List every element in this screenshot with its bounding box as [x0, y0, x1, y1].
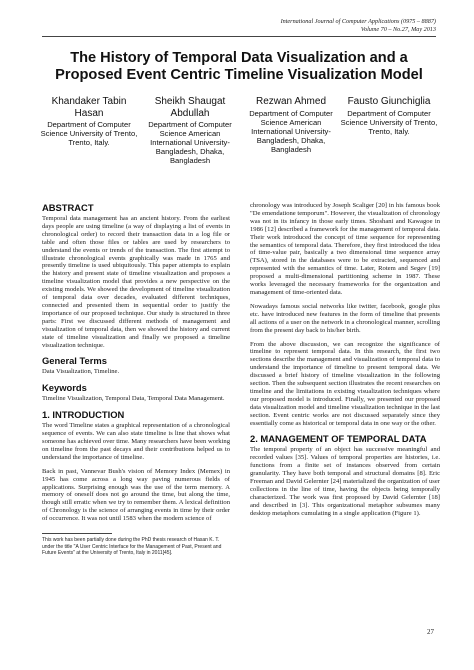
author-block [242, 96, 340, 165]
author-block [340, 96, 438, 165]
footnote-divider [42, 533, 112, 534]
general-terms-text: Data Visualization, Timeline. [42, 368, 120, 376]
journal-volume: Volume 70 – No.27, May 2013 [360, 26, 436, 33]
page-number: 27 [427, 628, 434, 636]
introduction-paragraph: Back in past, Vannevar Bush's vision of Memory Index (Memex) in 1945 has come across a long way paving numerous fields of applications. Surprising enough was the use of the term memory. A memory of oneself does not go around the time, but along the time, though still erratic when we try to remember them. A lexical definition of Chronology is the science of arranging events in time by their order of occurrence. It was not until 1583 when the modern science of [42, 467, 230, 523]
body-paragraph: Nowadays famous social networks like twitter, facebook, google plus etc. have introduced new features in the form of timeline that presents all actions of a user on the network in a chronological manner, scrolling from the present day back to his/her birth. [250, 302, 440, 334]
paper-title: The History of Temporal Data Visualization and a Proposed Event Centric Timeline Visualization Model [55, 50, 423, 83]
header-divider [42, 36, 436, 37]
footnote: This work has been partially done during the PhD thesis research of Hasan K. T. under the title "A User Centric Interface for the Management of Past, Present and Future Events" at the University of Trento, Italy in 2011[45]. [42, 537, 222, 556]
author-name: Rezwan Ahmed [255, 96, 327, 107]
author-affiliation: Department of Computer Science University of Trento, Trento, Italy. [40, 120, 138, 147]
body-paragraph: From the above discussion, we can recognize the significance of timeline to represent temporal data. In this research, the first two sections describe the management and visualization of temporal data to understand the importance of timeline to present temporal data. We discussed a brief history of timeline visualization in the following section. Then the subsequent section illustrates the recent researches on timeline and the limitations in existing visualization techniques where our proposed model is introduced. Finally, we presented our proposed data visualization model and timeline visualization technique in the last section. Event centric works are not discussed separately since they essentially come as historical or temporal data in one way or the other. [250, 340, 440, 427]
right-column [250, 202, 440, 524]
body-paragraph: The temporal property of an object has successive meaningful and recorded values [35]. Values of temporal properties are histories, i.e. functions from a finite set of instances observed from certain granularity. They have both temporal and structural domains [8]. Eric Freeman and David Gelernter [24] materialized the organization of user collections in the line of time, having the objects being temporally characterized. The work was first proposed by David Gelernter [18] and described in [3]. This organizational metaphor subsumes many desktop metaphors cumulating in a single application (Figure 1). [250, 446, 440, 517]
journal-citation: International Journal of Computer Applications (0975 – 8887) [280, 18, 436, 25]
author-block [40, 96, 138, 165]
author-affiliation: Department of Computer Science University of Trento, Trento, Italy. [340, 108, 438, 136]
abstract-heading: ABSTRACT [42, 202, 94, 213]
keywords-heading: Keywords [42, 382, 87, 394]
author-affiliation: Department of Computer Science American International University-Bangladesh, Dhaka, Bangladesh [249, 108, 333, 154]
author-name: Fausto Giunchiglia [347, 96, 431, 107]
author-affiliation: Department of Computer Science American International University-Bangladesh, Dhaka, Bangladesh [148, 120, 232, 165]
author-list [40, 96, 438, 165]
journal-header [176, 18, 436, 34]
management-heading: 2. MANAGEMENT OF TEMPORAL DATA [250, 433, 427, 445]
body-paragraph: chronology was introduced by Joseph Scaliger [20] in his famous book "De emendatione temporum". However, the visualization of chronology was not in its infancy in those early times. Shoshani and Kawagoe in 1986 [12] described a framework for the management of temporal data. Their work introduced the concept of time sequence for representing the semantics of temporal data. Therefore, they first introduced the idea of time-value pair, basically a two dimensional time sequence array (TSA), stored in the databases were to be extracted, sequenced and represented with the semantics of time. Later, Rotem and Segev [19] proposed a multi-dimensional partitioning scheme in 1987. These works leveraged the necessary frameworks for the organization and management of time-oriented data. [250, 202, 440, 296]
introduction-paragraph: The word Timeline states a graphical representation of a chronological sequence of events. We can also state timeline is line that shows what someone has achieved over time. Many researchers have been working on timeline from the past decays and their contributions helped us to understand the importance of timeline. [42, 422, 230, 461]
introduction-heading: 1. INTRODUCTION [42, 409, 125, 421]
keywords-text: Timeline Visualization, Temporal Data, Temporal Data Management. [42, 395, 225, 403]
left-column [42, 202, 230, 556]
author-name: Sheikh Shaugat Abdullah [154, 96, 226, 119]
abstract-text: Temporal data management has an ancient history. From the earliest days people are using timeline (a way of displaying a list of events in chronological order) to record their transaction data in a log file or table and often those files or tables are used by researchers to understand the events or trends of the transaction. The first attempt to illustrate chronological events graphically was made in 1765 and presently timeline is used ubiquitously. This paper attempts to explain the history and present state of timeline visualization and proposes a timeline visualization model that provides a new perspective on the existing models. We showed the development of timeline visualization of temporal data over decades, evaluated different techniques, connected and presented them in sequential order to justify the importance of our proposed technique. Our study is structured in three parts: First we discussed different methods of management and visualization of temporal data, then we showed the history and current state of timeline visualization and finally we proposed a timeline visualization technique. [42, 215, 230, 349]
author-block [138, 96, 242, 165]
author-name: Khandaker Tabin Hasan [51, 96, 127, 119]
general-terms-heading: General Terms [42, 355, 107, 367]
